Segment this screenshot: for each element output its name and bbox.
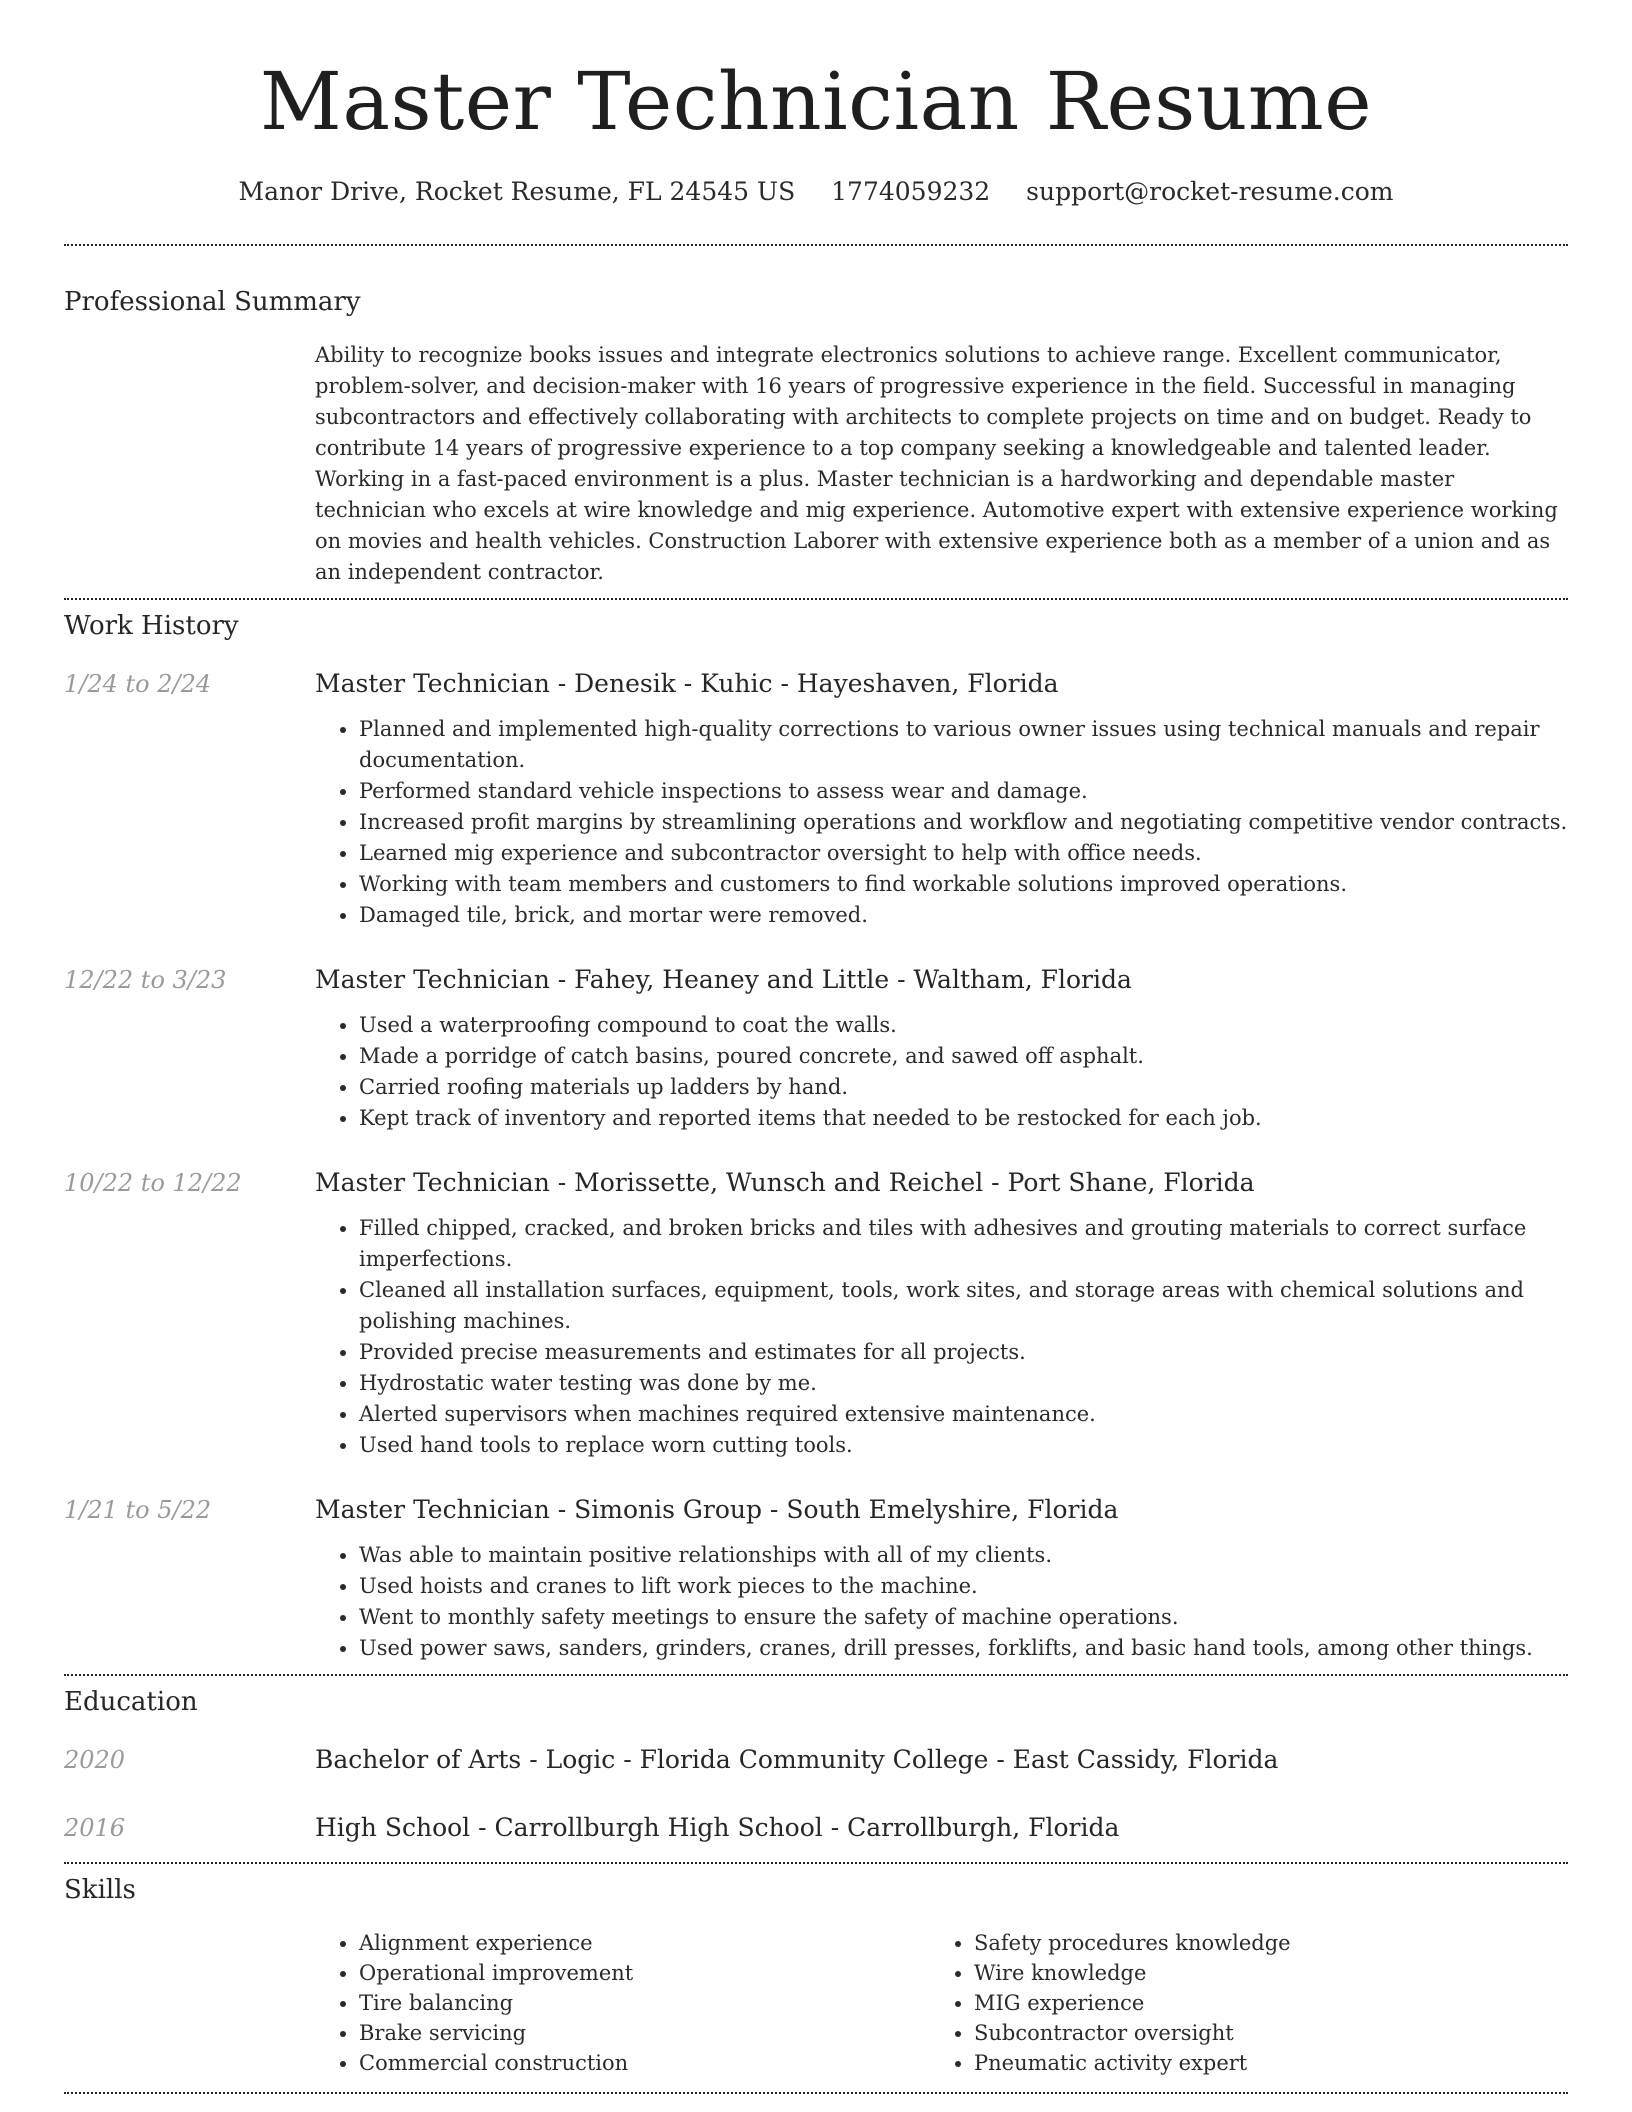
skill-item: • Tire balancing (359, 1988, 930, 2018)
section-title-education: Education (64, 1687, 198, 1717)
skills-grid (315, 1928, 1568, 2078)
job-title: Master Technician - Fahey, Heaney and Little - Waltham, Florida (315, 965, 1132, 994)
education-entry (64, 1812, 1568, 1844)
job-title: Master Technician - Morissette, Wunsch and Reichel - Port Shane, Florida (315, 1168, 1255, 1197)
section-title-skills: Skills (64, 1875, 136, 1905)
list-item: • Cleaned all installation surfaces, equipment, tools, work sites, and storage areas with chemical solutions and polishing machines. (359, 1275, 1568, 1337)
job-entry (64, 1167, 1568, 1461)
divider (64, 244, 1568, 246)
list-item: • Used a waterproofing compound to coat the walls. (359, 1010, 1568, 1041)
list-item: • Made a porridge of catch basins, poured concrete, and sawed off asphalt. (359, 1041, 1568, 1072)
education-title: High School - Carrollburgh High School - Carrollburgh, Florida (315, 1813, 1120, 1842)
divider (64, 598, 1568, 600)
skill-item: • Operational improvement (359, 1958, 930, 1988)
skill-item: • Brake servicing (359, 2018, 930, 2048)
contact-phone: 1774059232 (831, 177, 991, 206)
job-dates: 1/21 to 5/22 (64, 1496, 212, 1524)
skill-item: • Alignment experience (359, 1928, 930, 1958)
skills-list-right (930, 1928, 1545, 2078)
contact-line (64, 176, 1568, 208)
list-item: • Working with team members and customers to find workable solutions improved operations. (359, 869, 1568, 900)
section-title-work-history: Work History (64, 611, 239, 641)
list-item: • Was able to maintain positive relationships with all of my clients. (359, 1540, 1568, 1571)
education-year: 2020 (64, 1746, 126, 1774)
section-title-summary: Professional Summary (64, 287, 361, 317)
skill-item: • Wire knowledge (974, 1958, 1545, 1988)
list-item: • Went to monthly safety meetings to ensure the safety of machine operations. (359, 1602, 1568, 1633)
job-title: Master Technician - Denesik - Kuhic - Hayeshaven, Florida (315, 669, 1059, 698)
skill-item: • MIG experience (974, 1988, 1545, 2018)
summary-text: Ability to recognize books issues and integrate electronics solutions to achieve range. Excellent communicator, problem-solver, and decision-maker with 16 years of progressive experience in the field. Successful in managing subcontractors and effectively collaborating with architects to complete projects on time and on budget. Ready to contribute 14 years of progressive experience to a top company seeking a knowledgeable and talented leader. Working in a fast-paced environment is a plus. Master technician is a hardworking and dependable master technician who excels at wire knowledge and mig experience. Automotive expert with extensive experience working on movies and health vehicles. Construction Laborer with extensive experience both as a member of a union and as an independent contractor. (315, 343, 1558, 584)
skill-item: • Commercial construction (359, 2048, 930, 2078)
divider (64, 2092, 1568, 2094)
skill-item: • Safety procedures knowledge (974, 1928, 1545, 1958)
list-item: • Used power saws, sanders, grinders, cranes, drill presses, forklifts, and basic hand tools, among other things. (359, 1633, 1568, 1664)
contact-address: Manor Drive, Rocket Resume, FL 24545 US (238, 177, 796, 206)
list-item: • Carried roofing materials up ladders by hand. (359, 1072, 1568, 1103)
list-item: • Performed standard vehicle inspections to assess wear and damage. (359, 776, 1568, 807)
job-dates: 12/22 to 3/23 (64, 966, 227, 994)
job-bullets (315, 1540, 1568, 1664)
job-dates: 10/22 to 12/22 (64, 1169, 242, 1197)
skills-list-left (315, 1928, 930, 2078)
list-item: • Alerted supervisors when machines required extensive maintenance. (359, 1399, 1568, 1430)
list-item: • Damaged tile, brick, and mortar were removed. (359, 900, 1568, 931)
skill-item: • Pneumatic activity expert (974, 2048, 1545, 2078)
job-bullets (315, 1010, 1568, 1134)
education-title: Bachelor of Arts - Logic - Florida Community College - East Cassidy, Florida (315, 1745, 1279, 1774)
list-item: • Learned mig experience and subcontractor oversight to help with office needs. (359, 838, 1568, 869)
list-item: • Used hand tools to replace worn cutting tools. (359, 1430, 1568, 1461)
divider (64, 1862, 1568, 1864)
list-item: • Kept track of inventory and reported items that needed to be restocked for each job. (359, 1103, 1568, 1134)
education-entry (64, 1744, 1568, 1776)
divider (64, 1674, 1568, 1676)
education-year: 2016 (64, 1814, 126, 1842)
job-entry (64, 1494, 1568, 1664)
resume-title: Master Technician Resume (259, 55, 1373, 148)
job-dates: 1/24 to 2/24 (64, 670, 212, 698)
job-title: Master Technician - Simonis Group - South Emelyshire, Florida (315, 1495, 1119, 1524)
list-item: • Filled chipped, cracked, and broken bricks and tiles with adhesives and grouting materials to correct surface imperfections. (359, 1213, 1568, 1275)
job-entry (64, 964, 1568, 1134)
list-item: • Planned and implemented high-quality corrections to various owner issues using technical manuals and repair documentation. (359, 714, 1568, 776)
list-item: • Provided precise measurements and estimates for all projects. (359, 1337, 1568, 1368)
job-bullets (315, 1213, 1568, 1461)
list-item: • Increased profit margins by streamlining operations and workflow and negotiating competitive vendor contracts. (359, 807, 1568, 838)
contact-email: support@rocket-resume.com (1026, 177, 1394, 206)
job-entry (64, 668, 1568, 931)
skill-item: • Subcontractor oversight (974, 2018, 1545, 2048)
job-bullets (315, 714, 1568, 931)
list-item: • Used hoists and cranes to lift work pieces to the machine. (359, 1571, 1568, 1602)
list-item: • Hydrostatic water testing was done by me. (359, 1368, 1568, 1399)
